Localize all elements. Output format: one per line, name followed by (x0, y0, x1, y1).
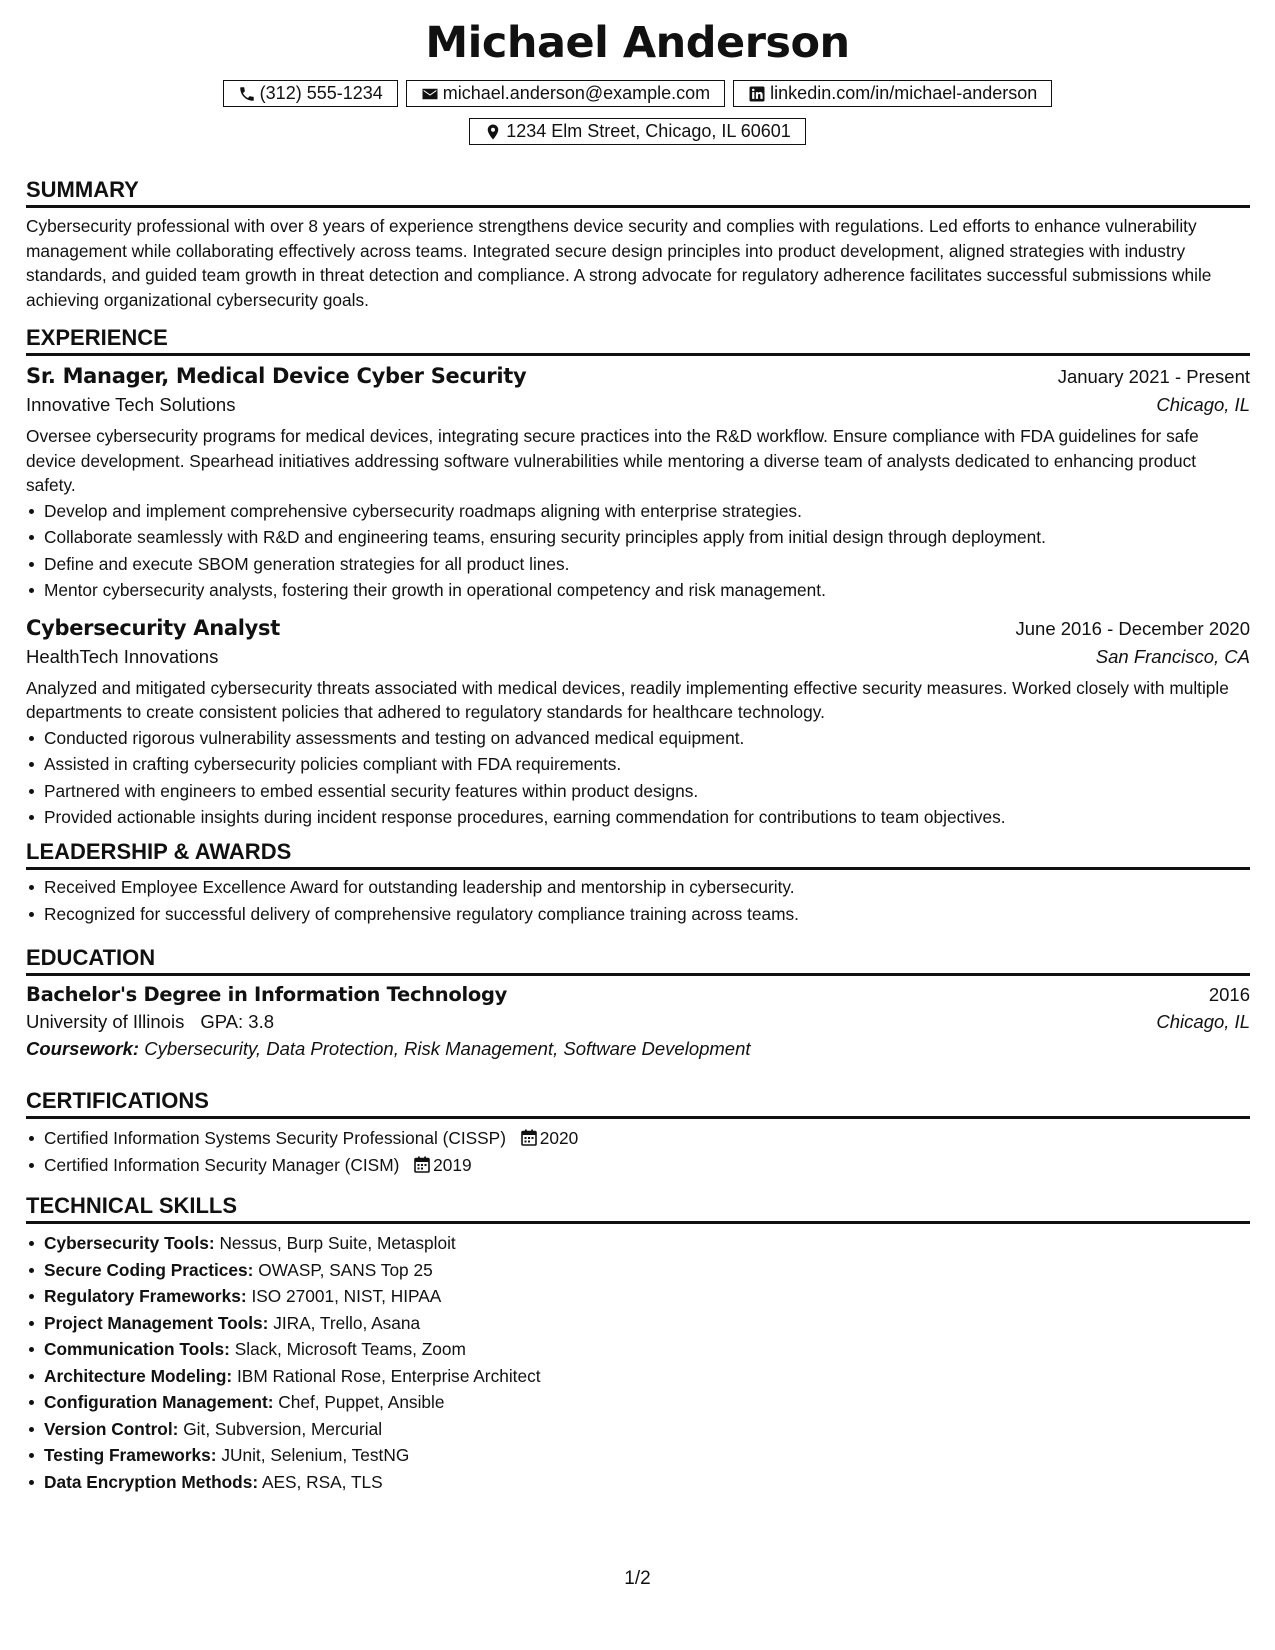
list-item (44, 1125, 1250, 1152)
skill-value: ISO 27001, NIST, HIPAA (251, 1286, 442, 1306)
education-subheader (26, 1011, 1250, 1033)
cert-year: 2020 (539, 1128, 579, 1148)
cert-year: 2019 (433, 1154, 472, 1175)
job-description: Oversee cybersecurity programs for medical devices, integrating secure practices into the R&D workflow. Ensure compliance with FDA guidelines for safe device development. Spearhead initiatives addressing software vulnerabilities while mentoring a diverse team of analysts dedicated to enhancing product safety. (26, 426, 1199, 495)
cert-name: Certified Information Systems Security Professional (CISSP) (44, 1128, 506, 1148)
skill-label: Version Control: (44, 1418, 179, 1439)
phone-icon (238, 85, 256, 103)
job-subheader (26, 646, 1250, 668)
summary-text: Cybersecurity professional with over 8 years of experience strengthens device security and complies with regulations. Led efforts to enhance vulnerability management while collaborating effectively across teams. Integrated secure design principles into product development, aligned strategies with industry standards, and guided team growth in threat detection and compliance. A strong advocate for regulatory adherence facilitates successful submissions while achieving organizational cybersecurity goals. (26, 216, 1212, 310)
email-chip[interactable] (406, 80, 725, 107)
skills-section (26, 1192, 1250, 1495)
coursework-line (26, 1038, 1250, 1060)
address-chip[interactable] (469, 118, 806, 145)
list-item (44, 1310, 1250, 1337)
job-entry (26, 364, 1250, 604)
job-dates: January 2021 - Present (1057, 366, 1250, 387)
education-heading: EDUCATION (26, 944, 1250, 976)
skill-value: Git, Subversion, Mercurial (183, 1418, 383, 1439)
job-location: San Francisco, CA (1095, 645, 1250, 667)
phone-text: (312) 555-1234 (259, 83, 383, 103)
list-item (44, 1152, 1250, 1179)
skill-label: Regulatory Frameworks: (44, 1286, 247, 1306)
education-header (26, 983, 1250, 1006)
email-text: michael.anderson@example.com (442, 83, 711, 103)
list-item: Provided actionable insights during incident response procedures, earning commendation for contributions to team objectives. (44, 804, 1250, 831)
skill-value: IBM Rational Rose, Enterprise Architect (237, 1365, 541, 1386)
candidate-name: Michael Anderson (425, 18, 850, 68)
list-item (44, 1336, 1250, 1363)
skills-heading: TECHNICAL SKILLS (26, 1192, 1250, 1224)
skill-value: JUnit, Selenium, TestNG (221, 1445, 410, 1465)
list-item: Received Employee Excellence Award for outstanding leadership and mentorship in cybersecurity. (44, 874, 1250, 901)
skill-value: Slack, Microsoft Teams, Zoom (234, 1339, 466, 1359)
job-description: Analyzed and mitigated cybersecurity threats associated with medical devices, readily implementing effective security measures. Worked closely with multiple departments to create consistent policies that adhered to regulatory standards for healthcare technology. (26, 677, 1229, 722)
job-company: HealthTech Innovations (26, 645, 219, 667)
list-item (44, 1469, 1250, 1496)
job-company: Innovative Tech Solutions (26, 394, 236, 415)
calendar-icon (414, 1156, 430, 1173)
job-bullets (26, 725, 1250, 831)
job-dates: June 2016 - December 2020 (1015, 617, 1250, 639)
skill-label: Configuration Management: (44, 1392, 274, 1412)
job-location: Chicago, IL (1156, 394, 1250, 415)
skill-label: Testing Frameworks: (44, 1445, 217, 1465)
school-name: University of Illinois (26, 1011, 185, 1032)
certifications-list (26, 1125, 1250, 1178)
certifications-section (26, 1087, 1250, 1178)
job-header (26, 364, 1250, 388)
list-item: Partnered with engineers to embed essential security features within product designs. (44, 778, 1250, 805)
list-item: Define and execute SBOM generation strategies for all product lines. (44, 551, 1250, 578)
skill-value: Nessus, Burp Suite, Metasploit (219, 1233, 456, 1253)
school-line (26, 1011, 274, 1033)
list-item (44, 1416, 1250, 1443)
gpa-text: GPA: 3.8 (200, 1011, 275, 1032)
graduation-year: 2016 (1208, 984, 1250, 1005)
job-title: Cybersecurity Analyst (26, 615, 280, 640)
list-item: Conducted rigorous vulnerability assessments and testing on advanced medical equipment. (44, 725, 1250, 752)
map-pin-icon (484, 123, 502, 141)
leadership-bullets (26, 874, 1250, 927)
contact-row-1 (0, 80, 1275, 107)
job-entry (26, 616, 1250, 831)
job-bullets (26, 498, 1250, 604)
list-item (44, 1283, 1250, 1310)
list-item: Mentor cybersecurity analysts, fostering their growth in operational competency and risk management. (44, 577, 1250, 604)
contact-row-2 (0, 118, 1275, 145)
list-item (44, 1257, 1250, 1284)
phone-chip[interactable] (223, 80, 398, 107)
job-header (26, 616, 1250, 640)
skill-label: Project Management Tools: (44, 1312, 269, 1333)
skill-value: Chef, Puppet, Ansible (278, 1392, 445, 1412)
page-number: 1/2 (624, 1568, 651, 1589)
list-item (44, 1389, 1250, 1416)
experience-heading: EXPERIENCE (26, 324, 1250, 356)
experience-section (26, 324, 1250, 831)
summary-section (26, 176, 1250, 312)
cert-name: Certified Information Security Manager (CISM) (44, 1154, 400, 1175)
skill-label: Architecture Modeling: (44, 1365, 233, 1386)
linkedin-text: linkedin.com/in/michael-anderson (770, 83, 1038, 103)
skill-label: Cybersecurity Tools: (44, 1233, 215, 1253)
skill-label: Secure Coding Practices: (44, 1259, 254, 1280)
calendar-icon (521, 1129, 537, 1146)
list-item: Recognized for successful delivery of comprehensive regulatory compliance training across teams. (44, 901, 1250, 928)
summary-heading: SUMMARY (26, 176, 1250, 208)
school-location: Chicago, IL (1156, 1011, 1250, 1032)
envelope-icon (421, 85, 439, 103)
degree-title: Bachelor's Degree in Information Technology (26, 983, 508, 1006)
skill-label: Communication Tools: (44, 1339, 230, 1359)
address-text: 1234 Elm Street, Chicago, IL 60601 (506, 121, 791, 141)
coursework-text: Cybersecurity, Data Protection, Risk Management, Software Development (144, 1038, 751, 1059)
list-item (44, 1442, 1250, 1469)
skill-value: OWASP, SANS Top 25 (258, 1259, 433, 1280)
skill-value: JIRA, Trello, Asana (273, 1312, 421, 1333)
linkedin-chip[interactable] (733, 80, 1052, 107)
leadership-section (26, 838, 1250, 927)
list-item: Assisted in crafting cybersecurity policies compliant with FDA requirements. (44, 751, 1250, 778)
coursework-label: Coursework: (26, 1038, 140, 1059)
list-item (44, 1363, 1250, 1390)
job-subheader (26, 394, 1250, 416)
skill-value: AES, RSA, TLS (261, 1471, 383, 1492)
job-title: Sr. Manager, Medical Device Cyber Security (26, 364, 527, 388)
linkedin-icon (748, 85, 766, 103)
leadership-heading: LEADERSHIP & AWARDS (26, 838, 1250, 870)
education-section (26, 944, 1250, 1060)
list-item: Collaborate seamlessly with R&D and engineering teams, ensuring security principles apply from initial design through deployment. (44, 524, 1250, 551)
certifications-heading: CERTIFICATIONS (26, 1087, 1250, 1119)
skill-label: Data Encryption Methods: (44, 1471, 259, 1492)
skills-list (26, 1230, 1250, 1495)
list-item: Develop and implement comprehensive cybersecurity roadmaps aligning with enterprise strategies. (44, 498, 1250, 525)
list-item (44, 1230, 1250, 1257)
